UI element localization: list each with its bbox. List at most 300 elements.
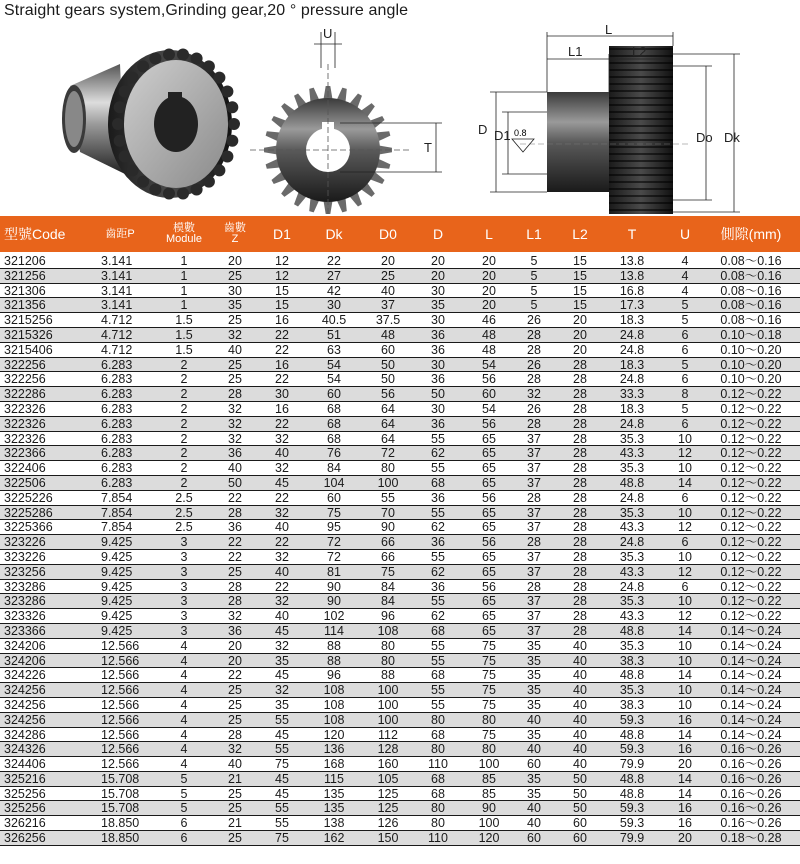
- table-row: [0, 343, 800, 358]
- table-cell: 84: [327, 461, 341, 476]
- table-cell: 40: [573, 697, 587, 712]
- table-row: [0, 787, 800, 802]
- table-cell: 22: [275, 342, 289, 357]
- table-cell: 75: [275, 757, 289, 772]
- table-cell: 45: [275, 668, 289, 683]
- table-cell: 15: [573, 283, 587, 298]
- table-cell: 0.08～0.16: [720, 268, 782, 283]
- table-row: [0, 609, 800, 624]
- table-cell: 64: [381, 431, 395, 446]
- table-cell: 323366: [4, 623, 46, 638]
- table-cell: 50: [573, 786, 587, 801]
- table-cell: 75: [482, 668, 496, 683]
- table-cell: 80: [431, 742, 445, 757]
- table-cell: 35.3: [619, 549, 645, 564]
- table-cell: 0.12～0.22: [720, 535, 782, 550]
- table-cell: 2: [180, 431, 188, 446]
- table-cell: 5: [681, 401, 689, 416]
- table-cell: 45: [275, 475, 289, 490]
- table-cell: 37: [527, 461, 541, 476]
- table-cell: 32: [228, 401, 242, 416]
- table-cell: 321206: [4, 254, 46, 268]
- table-cell: 3: [180, 564, 188, 579]
- table-cell: 6.283: [101, 416, 133, 431]
- table-cell: 24.8: [619, 535, 645, 550]
- table-cell: 0.10～0.20: [720, 372, 782, 387]
- table-cell: 9.425: [101, 535, 133, 550]
- table-cell: 0.08～0.16: [720, 313, 782, 328]
- header-module-cn: 模數: [173, 222, 195, 234]
- table-cell: 104: [323, 475, 345, 490]
- table-cell: 5: [530, 298, 538, 313]
- table-cell: 40: [573, 742, 587, 757]
- table-cell: 13.8: [619, 268, 645, 283]
- table-cell: 36: [228, 446, 242, 461]
- table-cell: 12.566: [101, 653, 140, 668]
- table-cell: 5: [681, 357, 689, 372]
- table-row: [0, 506, 800, 521]
- table-cell: 28: [527, 327, 541, 342]
- table-cell: 43.3: [619, 520, 645, 535]
- header-l: L: [485, 225, 493, 242]
- table-cell: 0.14～0.24: [720, 727, 782, 742]
- table-cell: 80: [482, 742, 496, 757]
- table-cell: 17.3: [619, 298, 645, 313]
- table-row: [0, 624, 800, 639]
- dim-l-label: L: [605, 24, 613, 37]
- dim-t-label: T: [424, 140, 432, 155]
- table-cell: 24.8: [619, 372, 645, 387]
- gear-3d-render: [62, 49, 240, 200]
- table-cell: 16: [678, 712, 692, 727]
- table-cell: 46: [482, 313, 496, 328]
- table-cell: 36: [431, 535, 445, 550]
- table-cell: 28: [573, 623, 587, 638]
- table-cell: 162: [323, 831, 345, 846]
- table-cell: 2.5: [175, 490, 193, 505]
- table-cell: 22: [275, 535, 289, 550]
- table-cell: 75: [327, 505, 341, 520]
- table-cell: 0.16～0.26: [720, 801, 782, 816]
- table-cell: 50: [573, 771, 587, 786]
- table-cell: 56: [381, 387, 395, 402]
- table-row: [0, 402, 800, 417]
- dim-do-label: Do: [696, 130, 713, 145]
- table-cell: 32: [275, 461, 289, 476]
- table-cell: 28: [573, 579, 587, 594]
- table-row: [0, 254, 800, 269]
- table-cell: 15: [573, 268, 587, 283]
- table-cell: 5: [530, 283, 538, 298]
- table-cell: 28: [573, 446, 587, 461]
- table-cell: 33.3: [619, 387, 645, 402]
- table-cell: 0.12～0.22: [720, 594, 782, 609]
- table-cell: 3215406: [4, 342, 53, 357]
- table-cell: 3225366: [4, 520, 53, 535]
- table-cell: 6.283: [101, 401, 133, 416]
- table-cell: 25: [228, 313, 242, 328]
- table-cell: 55: [431, 653, 445, 668]
- table-cell: 36: [431, 579, 445, 594]
- table-cell: 43.3: [619, 564, 645, 579]
- table-cell: 54: [327, 372, 341, 387]
- table-cell: 40: [527, 712, 541, 727]
- table-cell: 48.8: [619, 668, 645, 683]
- table-cell: 54: [482, 357, 496, 372]
- table-cell: 48: [482, 342, 496, 357]
- table-cell: 37: [527, 623, 541, 638]
- table-cell: 36: [431, 416, 445, 431]
- table-cell: 65: [482, 564, 496, 579]
- header-t: T: [627, 225, 637, 242]
- table-cell: 72: [327, 549, 341, 564]
- table-cell: 325216: [4, 771, 46, 786]
- table-row: [0, 417, 800, 432]
- table-cell: 0.16～0.26: [720, 786, 782, 801]
- table-cell: 84: [381, 594, 395, 609]
- table-cell: 80: [431, 801, 445, 816]
- header-teeth: [215, 216, 255, 252]
- table-cell: 62: [431, 609, 445, 624]
- table-cell: 45: [275, 771, 289, 786]
- table-cell: 68: [431, 668, 445, 683]
- table-cell: 4: [180, 757, 188, 772]
- table-cell: 22: [228, 535, 242, 550]
- table-row: [0, 313, 800, 328]
- table-cell: 35: [527, 697, 541, 712]
- table-cell: 323256: [4, 564, 46, 579]
- table-cell: 45: [275, 623, 289, 638]
- header-teeth-cn: 齒數: [224, 222, 246, 234]
- table-cell: 80: [431, 816, 445, 831]
- table-cell: 9.425: [101, 609, 133, 624]
- table-cell: 28: [573, 416, 587, 431]
- table-cell: 68: [431, 786, 445, 801]
- table-cell: 40: [573, 668, 587, 683]
- table-cell: 37: [527, 431, 541, 446]
- table-cell: 22: [327, 254, 341, 268]
- table-cell: 10: [678, 697, 692, 712]
- table-cell: 322256: [4, 372, 46, 387]
- table-cell: 12: [678, 446, 692, 461]
- table-cell: 4: [180, 727, 188, 742]
- table-cell: 75: [482, 683, 496, 698]
- table-row: [0, 772, 800, 787]
- table-cell: 16: [678, 742, 692, 757]
- table-cell: 322256: [4, 357, 46, 372]
- table-cell: 50: [381, 372, 395, 387]
- table-cell: 37: [527, 564, 541, 579]
- spec-table-body: [0, 254, 800, 846]
- table-cell: 0.08～0.16: [720, 254, 782, 268]
- table-cell: 36: [431, 490, 445, 505]
- table-cell: 3.141: [101, 298, 133, 313]
- table-cell: 5: [681, 313, 689, 328]
- table-cell: 25: [228, 357, 242, 372]
- table-cell: 5: [180, 786, 188, 801]
- table-cell: 12.566: [101, 638, 140, 653]
- table-cell: 65: [482, 505, 496, 520]
- table-row: [0, 713, 800, 728]
- table-row: [0, 432, 800, 447]
- table-cell: 325256: [4, 786, 46, 801]
- table-cell: 0.12～0.22: [720, 387, 782, 402]
- table-cell: 48.8: [619, 623, 645, 638]
- table-cell: 20: [228, 638, 242, 653]
- table-cell: 28: [527, 416, 541, 431]
- table-cell: 5: [180, 801, 188, 816]
- table-cell: 75: [275, 831, 289, 846]
- table-cell: 0.12～0.22: [720, 401, 782, 416]
- table-cell: 28: [228, 579, 242, 594]
- table-cell: 37: [527, 520, 541, 535]
- table-cell: 28: [527, 342, 541, 357]
- table-cell: 22: [228, 668, 242, 683]
- table-cell: 0.18～0.28: [720, 831, 782, 846]
- table-cell: 18.3: [619, 357, 645, 372]
- table-cell: 40: [381, 283, 395, 298]
- table-cell: 14: [678, 475, 692, 490]
- header-l2: L2: [572, 225, 588, 242]
- table-cell: 6.283: [101, 357, 133, 372]
- table-cell: 8: [681, 387, 689, 402]
- table-cell: 28: [573, 387, 587, 402]
- table-cell: 105: [377, 771, 399, 786]
- table-cell: 75: [482, 653, 496, 668]
- table-cell: 0.14～0.24: [720, 638, 782, 653]
- table-cell: 6.283: [101, 372, 133, 387]
- table-cell: 15.708: [101, 786, 140, 801]
- table-cell: 65: [482, 431, 496, 446]
- table-cell: 35: [275, 653, 289, 668]
- table-cell: 40: [275, 446, 289, 461]
- table-row: [0, 491, 800, 506]
- table-cell: 68: [431, 475, 445, 490]
- table-cell: 32: [228, 609, 242, 624]
- table-cell: 35: [527, 727, 541, 742]
- table-cell: 0.16～0.26: [720, 757, 782, 772]
- header-u: U: [679, 225, 691, 242]
- table-cell: 72: [327, 535, 341, 550]
- table-cell: 4: [180, 668, 188, 683]
- table-cell: 136: [323, 742, 345, 757]
- table-cell: 48.8: [619, 475, 645, 490]
- table-cell: 28: [573, 490, 587, 505]
- table-cell: 1: [180, 268, 188, 283]
- table-row: [0, 298, 800, 313]
- table-cell: 56: [482, 490, 496, 505]
- table-cell: 322366: [4, 446, 46, 461]
- table-cell: 43.3: [619, 446, 645, 461]
- table-cell: 322286: [4, 387, 46, 402]
- table-cell: 6: [681, 372, 689, 387]
- table-cell: 0.12～0.22: [720, 549, 782, 564]
- table-cell: 40: [573, 683, 587, 698]
- table-cell: 322326: [4, 431, 46, 446]
- table-cell: 90: [381, 520, 395, 535]
- table-cell: 37: [527, 549, 541, 564]
- table-cell: 20: [573, 342, 587, 357]
- table-cell: 28: [228, 387, 242, 402]
- table-cell: 55: [381, 490, 395, 505]
- table-cell: 3.141: [101, 254, 133, 268]
- table-cell: 20: [573, 327, 587, 342]
- table-cell: 22: [228, 490, 242, 505]
- table-cell: 60: [527, 757, 541, 772]
- table-cell: 6: [681, 416, 689, 431]
- table-cell: 37: [527, 446, 541, 461]
- table-cell: 79.9: [619, 757, 645, 772]
- table-cell: 38.3: [619, 653, 645, 668]
- table-cell: 88: [381, 668, 395, 683]
- table-row: [0, 565, 800, 580]
- table-cell: 0.08～0.16: [720, 298, 782, 313]
- table-cell: 7.854: [101, 505, 133, 520]
- table-cell: 24.8: [619, 416, 645, 431]
- table-cell: 20: [482, 254, 496, 268]
- table-cell: 15.708: [101, 801, 140, 816]
- table-cell: 36: [228, 520, 242, 535]
- table-cell: 0.10～0.20: [720, 342, 782, 357]
- table-cell: 0.16～0.26: [720, 816, 782, 831]
- table-cell: 115: [324, 771, 344, 786]
- table-cell: 66: [381, 535, 395, 550]
- table-cell: 30: [327, 298, 341, 313]
- table-cell: 27: [327, 268, 341, 283]
- table-cell: 100: [377, 712, 399, 727]
- table-cell: 32: [275, 431, 289, 446]
- table-cell: 160: [377, 757, 399, 772]
- table-cell: 14: [678, 668, 692, 683]
- table-cell: 55: [431, 549, 445, 564]
- table-cell: 6.283: [101, 431, 133, 446]
- dim-l1-label: L1: [568, 44, 583, 59]
- table-cell: 323226: [4, 535, 46, 550]
- table-cell: 65: [482, 446, 496, 461]
- table-cell: 14: [678, 786, 692, 801]
- table-cell: 322406: [4, 461, 46, 476]
- table-cell: 15.708: [101, 771, 140, 786]
- table-cell: 2.5: [175, 520, 193, 535]
- table-cell: 80: [381, 638, 395, 653]
- table-cell: 108: [323, 697, 345, 712]
- table-cell: 40: [527, 801, 541, 816]
- table-cell: 16: [678, 801, 692, 816]
- table-cell: 12.566: [101, 727, 140, 742]
- table-cell: 6: [681, 535, 689, 550]
- header-d0: D0: [379, 225, 397, 242]
- table-cell: 35: [527, 653, 541, 668]
- table-cell: 32: [228, 416, 242, 431]
- table-cell: 1: [180, 254, 188, 268]
- table-cell: 3: [180, 623, 188, 638]
- table-cell: 35.3: [619, 505, 645, 520]
- table-cell: 35.3: [619, 683, 645, 698]
- table-cell: 40.5: [321, 313, 347, 328]
- table-cell: 4: [180, 638, 188, 653]
- table-cell: 59.3: [619, 801, 645, 816]
- table-cell: 15: [275, 298, 289, 313]
- dim-u-label: U: [323, 26, 333, 41]
- table-cell: 324406: [4, 757, 46, 772]
- table-cell: 36: [431, 327, 445, 342]
- table-cell: 4.712: [101, 327, 133, 342]
- table-row: [0, 654, 800, 669]
- table-cell: 32: [275, 683, 289, 698]
- table-cell: 56: [482, 579, 496, 594]
- table-cell: 100: [478, 816, 500, 831]
- table-cell: 128: [377, 742, 399, 757]
- table-cell: 3: [180, 594, 188, 609]
- table-row: [0, 728, 800, 743]
- table-cell: 75: [482, 638, 496, 653]
- table-cell: 68: [431, 727, 445, 742]
- table-cell: 102: [323, 609, 345, 624]
- table-cell: 72: [381, 446, 395, 461]
- table-cell: 55: [431, 638, 445, 653]
- table-cell: 32: [228, 742, 242, 757]
- header-code: 型號Code: [4, 225, 66, 242]
- table-row: [0, 461, 800, 476]
- table-cell: 0.12～0.22: [720, 490, 782, 505]
- table-cell: 16: [275, 357, 289, 372]
- table-cell: 15: [275, 283, 289, 298]
- table-cell: 324256: [4, 712, 46, 727]
- table-cell: 15: [573, 254, 587, 268]
- table-row: [0, 698, 800, 713]
- table-cell: 13.8: [619, 254, 645, 268]
- table-cell: 40: [573, 712, 587, 727]
- table-cell: 40: [573, 653, 587, 668]
- table-cell: 0.12～0.22: [720, 564, 782, 579]
- table-cell: 100: [377, 475, 399, 490]
- table-cell: 32: [275, 505, 289, 520]
- table-cell: 4.712: [101, 342, 133, 357]
- table-cell: 40: [527, 742, 541, 757]
- table-cell: 4: [180, 742, 188, 757]
- table-cell: 50: [573, 801, 587, 816]
- table-cell: 6: [681, 342, 689, 357]
- table-cell: 120: [478, 831, 500, 846]
- table-cell: 3: [180, 549, 188, 564]
- table-cell: 55: [275, 801, 289, 816]
- table-cell: 65: [482, 461, 496, 476]
- table-row: [0, 387, 800, 402]
- table-cell: 65: [482, 623, 496, 638]
- table-cell: 16: [275, 313, 289, 328]
- table-cell: 110: [428, 757, 448, 772]
- table-cell: 90: [482, 801, 496, 816]
- table-cell: 50: [381, 357, 395, 372]
- table-cell: 62: [431, 446, 445, 461]
- table-cell: 63: [327, 342, 341, 357]
- table-cell: 22: [275, 372, 289, 387]
- table-cell: 6.283: [101, 387, 133, 402]
- table-cell: 28: [573, 535, 587, 550]
- table-cell: 60: [573, 816, 587, 831]
- table-cell: 12: [275, 254, 289, 268]
- table-cell: 325256: [4, 801, 46, 816]
- table-cell: 96: [381, 609, 395, 624]
- table-cell: 150: [377, 831, 399, 846]
- table-cell: 16: [678, 816, 692, 831]
- table-cell: 85: [482, 786, 496, 801]
- table-cell: 2: [180, 401, 188, 416]
- table-cell: 40: [228, 757, 242, 772]
- table-cell: 24.8: [619, 327, 645, 342]
- table-cell: 324286: [4, 727, 46, 742]
- table-cell: 324326: [4, 742, 46, 757]
